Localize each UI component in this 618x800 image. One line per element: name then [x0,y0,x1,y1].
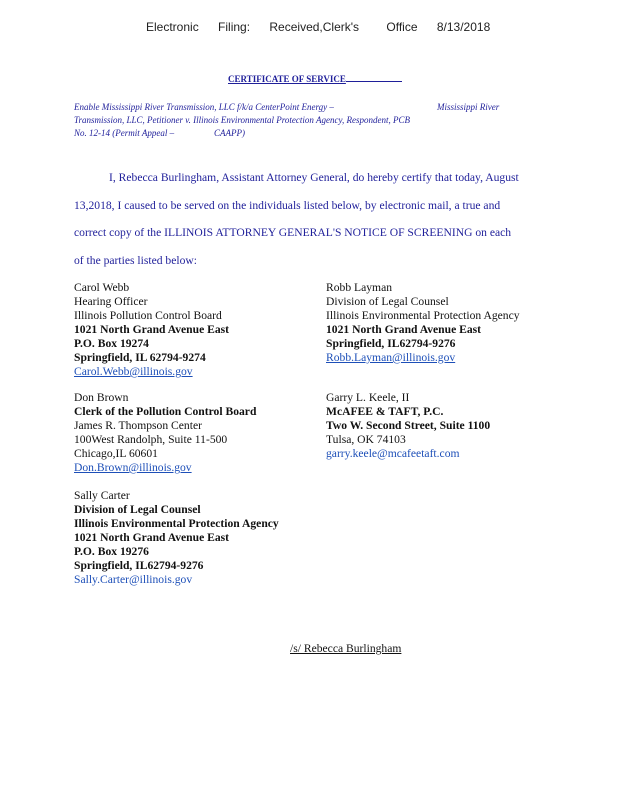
party-title: Division of Legal Counsel [326,295,449,308]
header-filing: Filing: [218,20,251,34]
party-sally-carter [74,489,279,587]
party-name: Robb Layman [326,281,393,294]
party-address-1: 1021 North Grand Avenue East [74,531,230,544]
party-title: Clerk of the Pollution Control Board [74,405,257,418]
header-office: Office [386,20,418,34]
party-org: Illinois Environmental Protection Agency [326,309,520,322]
party-email-link[interactable]: garry.keele@mcafeetaft.com [326,447,460,460]
certificate-title-text: CERTIFICATE OF SERVICE [228,74,346,84]
certification-line-4: of the parties listed below: [74,254,197,267]
caption-line-1: Enable Mississippi River Transmission, LLC f/k/a CenterPoint Energy – [74,102,334,112]
party-name: Sally Carter [74,489,130,502]
filing-header [146,20,504,34]
signature-line: /s/ Rebecca Burlingham [290,642,402,655]
caption-line-3: No. 12-14 (Permit Appeal – [74,128,175,138]
party-title: Hearing Officer [74,295,148,308]
title-underline-pad [346,81,402,82]
party-email-link[interactable]: Carol.Webb@illinois.gov [74,365,193,378]
party-address-1: Two W. Second Street, Suite 1100 [326,419,491,432]
party-email-link[interactable]: Sally.Carter@illinois.gov [74,573,193,586]
certification-line-3: correct copy of the ILLINOIS ATTORNEY GENERAL'S NOTICE OF SCREENING on each [74,226,512,239]
header-date: 8/13/2018 [436,20,491,34]
party-city: Tulsa, OK 74103 [326,433,406,446]
caption-line-3-right: CAAPP) [214,128,245,138]
party-garry-keele [326,391,490,461]
party-address-1: 100West Randolph, Suite 11-500 [74,433,228,446]
party-email-link[interactable]: Robb.Layman@illinois.gov [326,351,456,364]
party-city: Chicago,IL 60601 [74,447,158,460]
party-address-2: P.O. Box 19276 [74,545,149,558]
caption-line-1-right: Mississippi River [437,102,500,112]
party-address-1: 1021 North Grand Avenue East [74,323,230,336]
party-carol-webb [74,281,229,379]
caption-line-2: Transmission, LLC, Petitioner v. Illinois Environmental Protection Agency, Respondent, PCB [74,115,410,125]
header-electronic: Electronic [146,20,199,34]
party-name: Don Brown [74,391,129,404]
party-org: Illinois Pollution Control Board [74,309,222,322]
certification-line-2: 13,2018, I caused to be served on the individuals listed below, by electronic mail, a true and [74,199,501,212]
certificate-title [228,74,402,84]
party-city: Springfield, IL62794-9276 [326,337,456,350]
party-don-brown [74,391,256,475]
party-email-link[interactable]: Don.Brown@illinois.gov [74,461,192,474]
party-org: McAFEE & TAFT, P.C. [326,405,444,418]
party-city: Springfield, IL62794-9276 [74,559,204,572]
party-title: Division of Legal Counsel [74,503,201,516]
party-name: Garry L. Keele, II [326,391,410,404]
party-address-1: 1021 North Grand Avenue East [326,323,482,336]
party-name: Carol Webb [74,281,130,294]
certification-line-1: I, Rebecca Burlingham, Assistant Attorney General, do hereby certify that today, August [109,171,519,184]
party-address-2: P.O. Box 19274 [74,337,149,350]
party-org: James R. Thompson Center [74,419,202,432]
header-received: Received,Clerk's [269,20,360,34]
party-city: Springfield, IL 62794-9274 [74,351,206,364]
party-org: Illinois Environmental Protection Agency [74,517,279,530]
party-robb-layman [326,281,520,365]
